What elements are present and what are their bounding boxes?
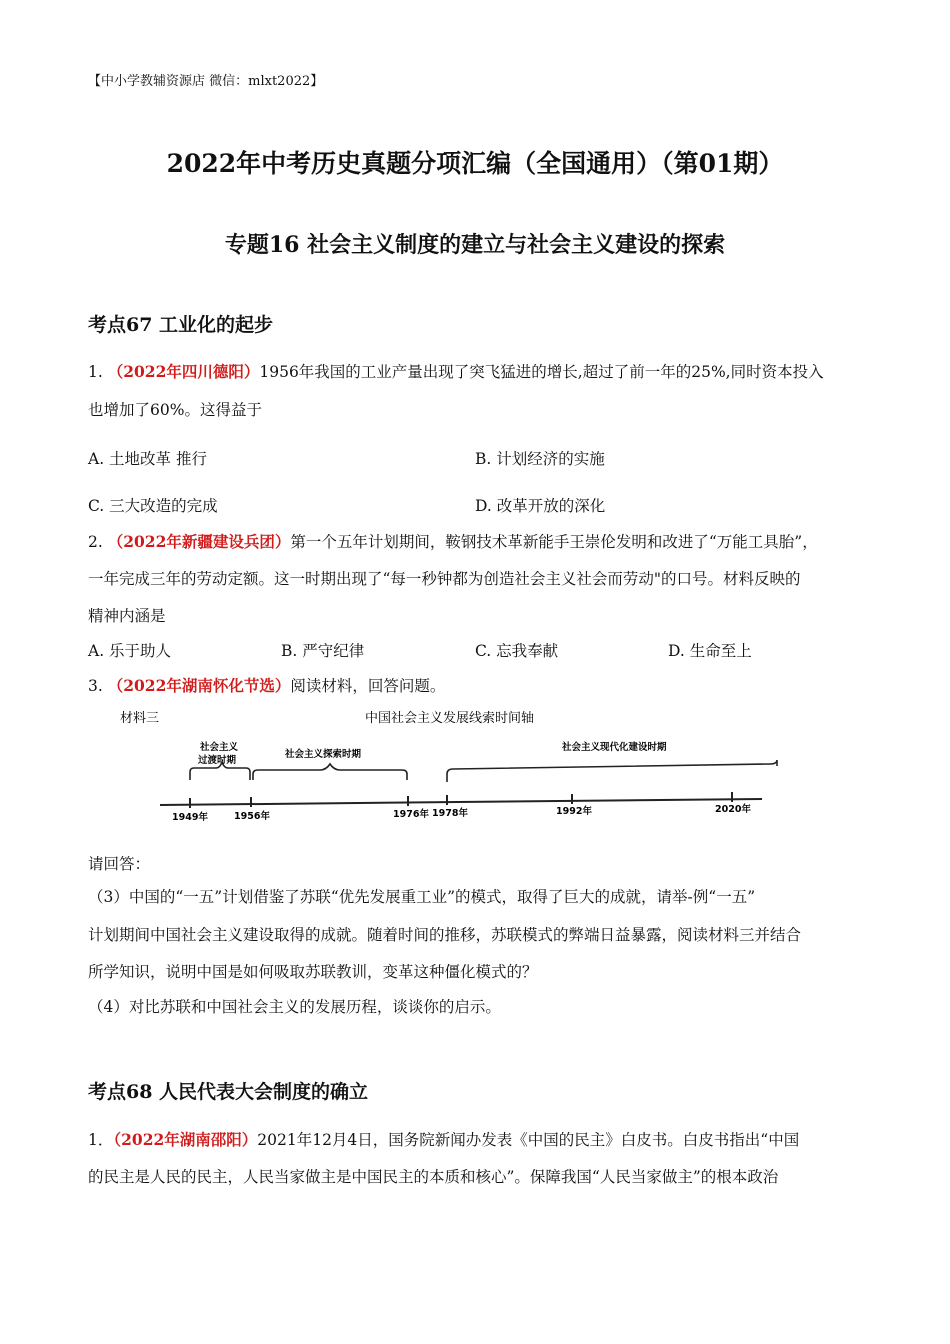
year-label-2020: 2020年 — [715, 804, 751, 815]
q1-option-a: A. 土地改革 推行 — [88, 450, 207, 468]
period-transition-line-1: 社会主义 — [200, 742, 239, 753]
q2-line-2: 一年完成三年的劳动定额。这一时期出现了“每一秒钟都为创造社会主义社会而劳动"的口号。材料反映的 — [88, 570, 801, 588]
timeline-title: 中国社会主义发展线索时间轴 — [365, 711, 535, 726]
document-subtitle: 专题16 社会主义制度的建立与社会主义建设的探索 — [224, 232, 726, 258]
q2-line-1 — [88, 530, 818, 552]
header-note: 【中小学教辅资源店 微信：mlxt2022】 — [88, 74, 324, 89]
q3-prompt: 请回答： — [88, 855, 151, 873]
year-label-1976: 1976年 — [393, 809, 429, 820]
q1-option-d: D. 改革开放的深化 — [475, 497, 606, 515]
question-source: （2022年湖南怀化节选） — [107, 676, 291, 695]
year-label-1949: 1949年 — [172, 812, 208, 823]
q2-option-c: C. 忘我奉献 — [475, 642, 559, 660]
s68-q1-line-2: 的民主是人民的民主，人民当家做主是中国民主的本质和核心”。保障我国“人民当家做主”的根本政治 — [88, 1168, 779, 1186]
document-title: 2022年中考历史真题分项汇编（全国通用）（第01期） — [166, 149, 784, 178]
year-label-1992: 1992年 — [556, 806, 592, 817]
question-number: 3. — [88, 677, 108, 695]
q1-line-1 — [88, 360, 824, 382]
q3-sub3-line-1: （3）中国的“一五”计划借鉴了苏联“优先发展重工业”的模式，取得了巨大的成就，请举-例“一五” — [88, 888, 756, 906]
question-source: （2022年四川德阳） — [107, 362, 260, 381]
q1-option-c: C. 三大改造的完成 — [88, 497, 218, 515]
question-source: （2022年新疆建设兵团） — [107, 532, 291, 551]
material-label: 材料三 — [120, 711, 160, 726]
period-exploration-label: 社会主义探索时期 — [285, 749, 362, 760]
question-number: 1． — [88, 1131, 114, 1149]
year-label-1956: 1956年 — [234, 811, 270, 822]
s68-q1-line-1 — [88, 1128, 799, 1150]
question-text: 阅读材料，回答问题。 — [290, 677, 446, 695]
q3-sub3-line-2: 计划期间中国社会主义建设取得的成就。随着时间的推移，苏联模式的弊端日益暴露，阅读材料三并结合 — [88, 926, 802, 944]
question-text: 1956年我国的工业产量出现了突飞猛进的增长,超过了前一年的25%,同时资本投入 — [259, 363, 824, 381]
section-68-title: 考点68 人民代表大会制度的确立 — [88, 1081, 369, 1103]
brace-exploration-period — [253, 764, 407, 780]
period-modernization-label: 社会主义现代化建设时期 — [562, 742, 667, 753]
question-number: 1. — [88, 363, 108, 381]
q3-sub4: （4）对比苏联和中国社会主义的发展历程，谈谈你的启示。 — [88, 998, 501, 1016]
section-67-title: 考点67 工业化的起步 — [88, 314, 274, 336]
q3-sub3-line-3: 所学知识，说明中国是如何吸取苏联教训，变革这种僵化模式的？ — [88, 963, 538, 981]
q2-option-a: A. 乐于助人 — [88, 642, 172, 660]
question-text: 第一个五年计划期间，鞍钢技术革新能手王崇伦发明和改进了“万能工具胎”， — [290, 533, 818, 551]
timeline-figure — [110, 702, 800, 832]
q3-line-1 — [88, 674, 445, 696]
q1-option-b: B. 计划经济的实施 — [475, 450, 605, 468]
q1-line-2: 也增加了60%。这得益于 — [88, 401, 262, 419]
q2-option-b: B. 严守纪律 — [281, 642, 365, 660]
question-number: 2. — [88, 533, 108, 551]
question-text: 2021年12月4日，国务院新闻办发表《中国的民主》白皮书。白皮书指出“中国 — [257, 1131, 800, 1149]
year-label-1978: 1978年 — [432, 808, 468, 819]
period-transition-line-2: 过渡时期 — [198, 755, 237, 766]
question-source: （2022年湖南邵阳） — [113, 1130, 258, 1149]
brace-modernization-period — [447, 760, 777, 782]
q2-line-3: 精神内涵是 — [88, 607, 166, 625]
q2-option-d: D. 生命至上 — [668, 642, 752, 660]
